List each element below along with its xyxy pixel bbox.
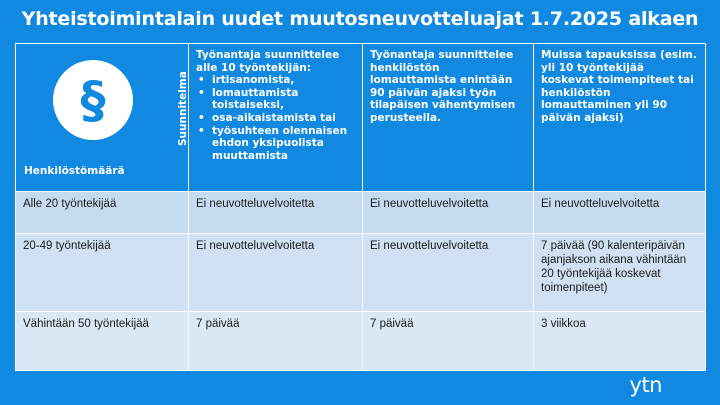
section-sign-icon: § (80, 71, 106, 129)
column-header-1-bullets (196, 74, 355, 162)
column-header-1 (189, 44, 363, 192)
row-header-label: Henkilöstömäärä (24, 165, 125, 178)
table-row (16, 192, 706, 234)
bullet-item: • osa-aikaistamista tai (212, 112, 355, 125)
row-label: Alle 20 työntekijää (16, 192, 189, 234)
bullet-item: • lomauttamista toistaiseksi, (212, 87, 355, 112)
plan-label: Suunnitelma (177, 71, 190, 147)
slide-title: Yhteistoimintalain uudet muutosneuvotteluajat 1.7.2025 alkaen (21, 8, 699, 30)
paragraph-logo (53, 60, 133, 140)
bullet-item: • työsuhteen olennaisen ehdon yksipuolista muuttamista (212, 125, 355, 163)
table-cell: Ei neuvotteluvelvoitetta (363, 234, 534, 312)
table-cell: Ei neuvotteluvelvoitetta (363, 192, 534, 234)
row-label: 20-49 työntekijää (16, 234, 189, 312)
corner-cell (16, 44, 189, 192)
column-header-2: Työnantaja suunnittelee henkilöstön lomauttamista enintään 90 päivän ajaksi työn tilapäisen vähentymisen perusteella. (363, 44, 534, 192)
table-cell: Ei neuvotteluvelvoitetta (534, 192, 706, 234)
ytn-logo: ytn (629, 373, 662, 397)
table-header-row (16, 44, 706, 192)
table-cell: 7 päivää (90 kalenteripäivän ajanjakson aikana vähintään 20 työntekijää koskevat toimenpiteet) (534, 234, 706, 312)
table-cell: Ei neuvotteluvelvoitetta (189, 234, 363, 312)
table-cell: 7 päivää (189, 312, 363, 371)
table-cell: Ei neuvotteluvelvoitetta (189, 192, 363, 234)
column-header-1-intro: Työnantaja suunnittelee alle 10 työntekijän: (196, 49, 340, 74)
bullet-item: • irtisanomista, (212, 74, 355, 87)
table-cell: 3 viikkoa (534, 312, 706, 371)
table-row (16, 312, 706, 371)
negotiation-times-table (15, 43, 706, 371)
table-cell: 7 päivää (363, 312, 534, 371)
table-row (16, 234, 706, 312)
column-header-3: Muissa tapauksissa (esim. yli 10 työntekijää koskevat toimenpiteet tai henkilöstön lomauttaminen yli 90 päivän ajaksi) (534, 44, 706, 192)
row-label: Vähintään 50 työntekijää (16, 312, 189, 371)
